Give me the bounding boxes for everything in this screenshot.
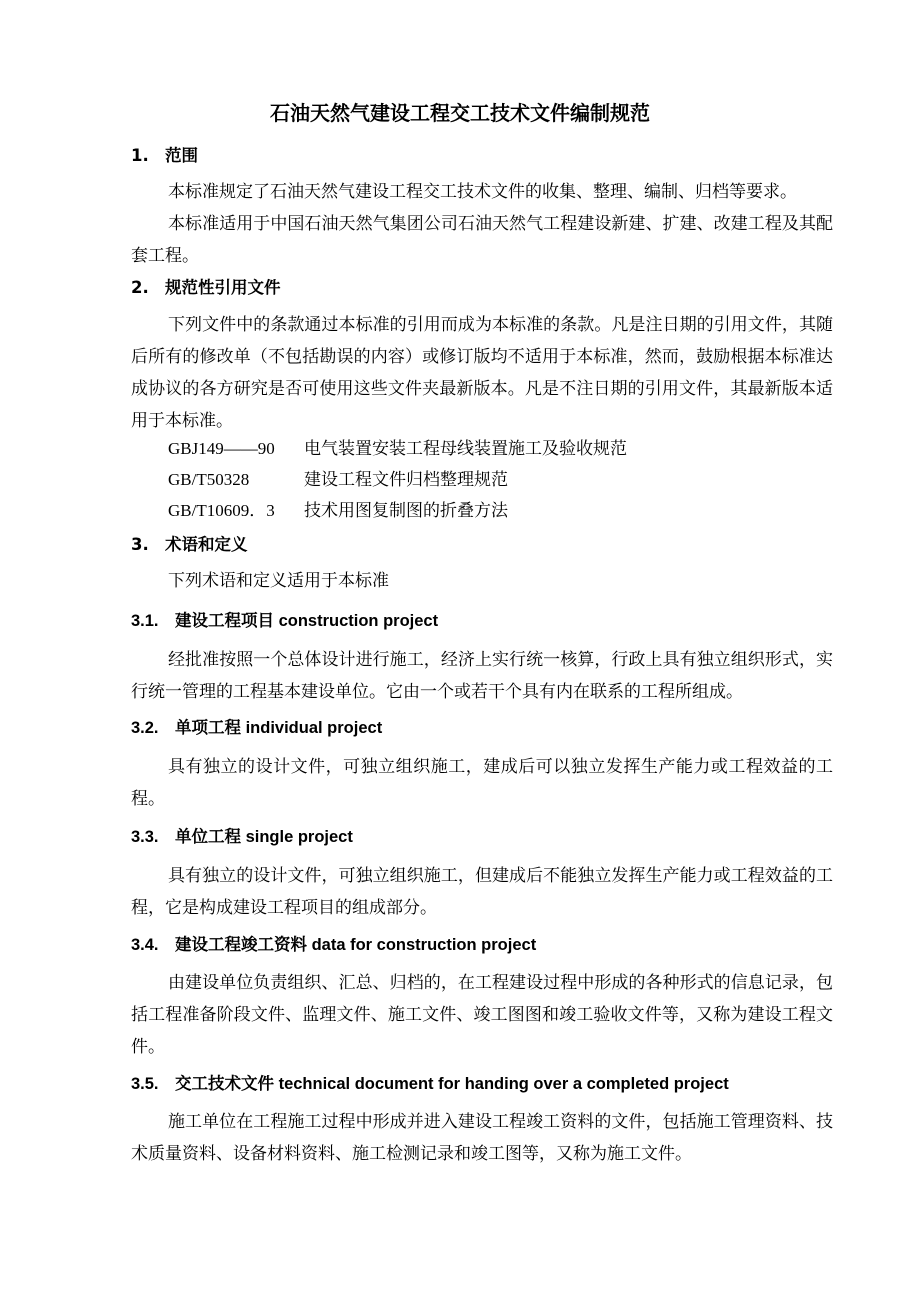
paragraph: 由建设单位负责组织、汇总、归档的，在工程建设过程中形成的各种形式的信息记录，包括工程准备阶段文件、监理文件、施工文件、竣工图图和竣工验收文件等，又称为建设工程文件。 (131, 973, 833, 1057)
term-3-5-heading (131, 1073, 729, 1095)
term-title: 建设工程竣工资料 data for construction project (175, 936, 537, 954)
term-title: 交工技术文件 technical document for handing over a completed project (175, 1075, 729, 1093)
paragraph: 下列文件中的条款通过本标准的引用而成为本标准的条款。凡是注日期的引用文件，其随后所有的修改单（不包括勘误的内容）或修订版均不适用于本标准，然而，鼓励根据本标准达成协议的各方研究是否可使用这些文件夹最新版本。凡是不注日期的引用文件，其最新版本适用于本标准。 (131, 315, 833, 431)
section-3-heading (131, 534, 248, 556)
reference-code: GB/T50328 (168, 470, 250, 489)
term-3-1-heading (131, 610, 438, 632)
term-title: 建设工程项目 construction project (175, 612, 439, 630)
term-3-1-body (131, 644, 833, 708)
term-number: 3.1. (131, 612, 159, 630)
reference-name: 电气装置安装工程母线装置施工及验收规范 (304, 439, 627, 459)
term-number: 3.5. (131, 1075, 159, 1093)
term-title: 单项工程 individual project (175, 719, 383, 737)
document-title: 石油天然气建设工程交工技术文件编制规范 (270, 101, 650, 125)
term-3-5-body (131, 1106, 833, 1170)
paragraph: 具有独立的设计文件，可独立组织施工，建成后可以独立发挥生产能力或工程效益的工程。 (131, 757, 833, 809)
section-title: 规范性引用文件 (165, 278, 281, 297)
section-number: 1. (131, 146, 149, 165)
reference-code: GBJ149——90 (168, 439, 275, 458)
term-3-4-body (131, 967, 833, 1063)
reference-item (168, 469, 508, 491)
reference-code: GB/T10609．3 (168, 501, 275, 520)
section-2-heading (131, 277, 281, 299)
term-title: 单位工程 single project (175, 828, 353, 846)
term-3-4-heading (131, 934, 536, 956)
paragraph: 下列术语和定义适用于本标准 (168, 571, 389, 591)
section-title: 术语和定义 (165, 535, 248, 554)
paragraph: 经批准按照一个总体设计进行施工，经济上实行统一核算，行政上具有独立组织形式，实行统一管理的工程基本建设单位。它由一个或若干个具有内在联系的工程所组成。 (131, 650, 833, 702)
paragraph: 本标准适用于中国石油天然气集团公司石油天然气工程建设新建、扩建、改建工程及其配套工程。 (131, 214, 833, 266)
reference-name: 建设工程文件归档整理规范 (304, 470, 508, 490)
section-number: 3. (131, 535, 149, 554)
term-number: 3.2. (131, 719, 159, 737)
term-3-2-body (131, 751, 833, 815)
reference-item (168, 438, 627, 460)
section-3-body (131, 565, 833, 597)
term-3-3-heading (131, 826, 353, 848)
paragraph: 施工单位在工程施工过程中形成并进入建设工程竣工资料的文件，包括施工管理资料、技术质量资料、设备材料资料、施工检测记录和竣工图等，又称为施工文件。 (131, 1112, 833, 1164)
section-title: 范围 (165, 146, 198, 165)
section-2-body (131, 309, 833, 437)
section-1-body (131, 176, 833, 272)
paragraph: 本标准规定了石油天然气建设工程交工技术文件的收集、整理、编制、归档等要求。 (168, 182, 797, 202)
paragraph: 具有独立的设计文件，可独立组织施工，但建成后不能独立发挥生产能力或工程效益的工程，它是构成建设工程项目的组成部分。 (131, 866, 833, 918)
term-number: 3.4. (131, 936, 159, 954)
reference-item (168, 500, 508, 522)
term-3-3-body (131, 860, 833, 924)
term-3-2-heading (131, 717, 382, 739)
term-number: 3.3. (131, 828, 159, 846)
section-number: 2. (131, 278, 149, 297)
reference-name: 技术用图复制图的折叠方法 (304, 501, 508, 521)
section-1-heading (131, 145, 198, 167)
